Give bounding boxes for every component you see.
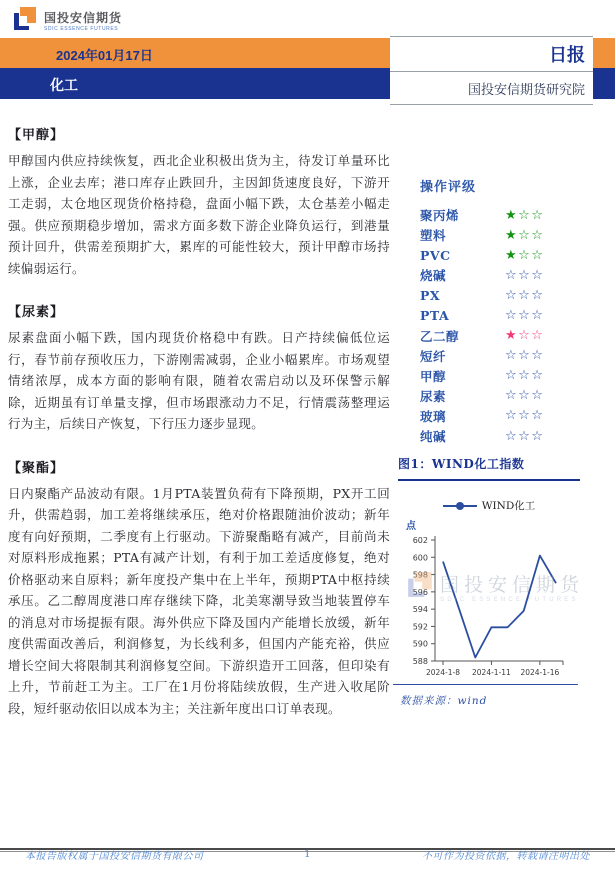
- svg-text:2024-1-16: 2024-1-16: [520, 668, 560, 677]
- rating-row: [420, 426, 600, 446]
- svg-text:2024-1-8: 2024-1-8: [425, 668, 461, 677]
- svg-text:592: 592: [412, 622, 428, 632]
- company-name-en: SDIC ESSENCE FUTURES: [44, 26, 119, 32]
- data-source-note: 数据来源：wind: [400, 695, 488, 707]
- section-title: 【甲醇】: [8, 128, 65, 143]
- svg-text:598: 598: [412, 570, 428, 580]
- rating-row: [420, 305, 600, 325]
- svg-text:600: 600: [412, 553, 428, 563]
- rating-product-label: PTA: [420, 308, 450, 324]
- report-type-box: [390, 36, 593, 105]
- svg-text:2024-1-11: 2024-1-11: [472, 668, 511, 677]
- rating-stars: ☆☆☆: [505, 368, 545, 384]
- rating-row: [420, 346, 600, 366]
- rating-row: [420, 265, 600, 285]
- legend-series-label: WIND化工: [481, 500, 536, 512]
- report-section-block: [8, 124, 390, 279]
- rating-stars: ☆☆☆: [505, 428, 545, 444]
- rating-panel: [420, 176, 600, 446]
- company-name-cn: 国投安信期货: [44, 11, 123, 25]
- company-logo: [12, 6, 122, 35]
- rating-stars: ☆☆☆: [505, 267, 545, 283]
- section-title: 【聚酯】: [8, 460, 65, 476]
- rating-stars: ☆☆☆: [505, 388, 545, 404]
- report-section-block: [8, 301, 390, 435]
- rating-stars: ☆☆☆: [505, 287, 545, 303]
- section-paragraph: 日内聚酯产品波动有限。1月PTA装置负荷有下降预期，PX开工回升，供需趋弱，加工差将继续承压，绝对价格跟随油价波动；新年度有向好预期，二季度有上行驱动。下游聚酯略有减产，目前尚未对原料形成拖累；PTA有减产计划，有利于加工差适度修复，绝对价格驱动来自原料；新年度投产集中在上半年，预期PTA中枢持续承压。乙二醇周度港口库存继续下降，北美寒潮导致当地装置停车的消息对市场提振有限。海外供应下降及国内产能增长放缓，新年度供需面改善后，利润修复，为长线利多，但国内产能充裕，供应增长空间大将限制其利润修复空间。下游织造开工回落，但印染有上升，节前赶工为主。工厂在1月份将陆续放假，生产进入收尾阶段，短纤驱动依旧以成本为主；关注新年度出口订单表现。: [8, 485, 390, 716]
- svg-text:590: 590: [412, 639, 428, 649]
- rating-product-label: 尿素: [420, 388, 447, 404]
- report-type: 日报: [549, 45, 585, 65]
- rating-row: [420, 326, 600, 346]
- rating-stars: ☆☆☆: [505, 348, 545, 364]
- company-logo-icon: [12, 6, 38, 35]
- rating-product-label: 乙二醇: [420, 328, 460, 344]
- rating-stars: ★☆☆: [505, 247, 545, 263]
- wind-index-chart: [398, 528, 612, 680]
- wind-chart-svg: [398, 528, 612, 680]
- rating-stars: ☆☆☆: [505, 408, 545, 424]
- svg-text:594: 594: [412, 605, 428, 615]
- rating-row: [420, 406, 600, 426]
- rating-stars: ★☆☆: [505, 227, 545, 243]
- rating-product-label: 塑料: [420, 228, 447, 244]
- y-axis-unit-label: 点: [406, 521, 416, 532]
- footer-disclaimer: 不可作为投资依据，转载请注明出处: [422, 850, 590, 862]
- chart-separator: [393, 684, 578, 685]
- rating-row: [420, 366, 600, 386]
- rating-product-label: PVC: [420, 247, 451, 263]
- legend-line-marker-icon: [443, 505, 477, 507]
- page-number: 1: [304, 848, 311, 860]
- rating-row: [420, 245, 600, 265]
- rating-product-label: 短纤: [420, 348, 447, 364]
- svg-text:588: 588: [412, 657, 428, 666]
- report-body: [8, 124, 390, 741]
- rating-product-label: 纯碱: [420, 429, 447, 445]
- section-title: 【尿素】: [8, 305, 65, 320]
- rating-row: [420, 225, 600, 245]
- research-institute: 国投安信期货研究院: [467, 81, 585, 97]
- rating-row: [420, 386, 600, 406]
- rating-stars: ☆☆☆: [505, 308, 545, 324]
- svg-text:596: 596: [412, 587, 428, 597]
- rating-stars: ★☆☆: [505, 207, 545, 223]
- report-section-block: [8, 457, 390, 720]
- rating-product-label: 烧碱: [420, 268, 447, 284]
- rating-row: [420, 205, 600, 225]
- rating-stars: ★☆☆: [505, 328, 545, 344]
- rating-product-label: PX: [420, 287, 441, 303]
- rating-product-label: 甲醇: [420, 368, 447, 384]
- watermark-text-en: SDIC ESSENCE FUTURES: [440, 597, 579, 603]
- report-date: 2024年01月17日: [56, 48, 153, 63]
- figure-title: 图1：WIND化工指数: [398, 455, 580, 481]
- rating-panel-title: 操作评级: [420, 180, 477, 195]
- report-section: 化工: [50, 77, 78, 93]
- svg-text:602: 602: [412, 536, 428, 545]
- rating-row: [420, 285, 600, 305]
- chart-legend: [398, 498, 580, 513]
- section-paragraph: 尿素盘面小幅下跌，国内现货价格稳中有跌。日产持续偏低位运行，春节前存预收压力，下游刚需减弱，企业小幅累库。市场观望情绪浓厚，成本方面的影响有限，随着农需启动以及环保警示解除，近期虽有订单量支撑，但市场跟涨动力不足，行情震荡整理运行为主，后续日产恢复，下行压力逐步显现。: [8, 330, 390, 431]
- section-paragraph: 甲醇国内供应持续恢复，西北企业积极出货为主，待发订单量环比上涨，企业去库；港口库存止跌回升，主因卸货速度良好，下游开工走弱，太仓地区现货价格持稳，盘面小幅下跌，太仓基差小幅走强。供应预期稳步增加，需求方面多数下游企业降负运行，到港量预计回升，供需差预期扩大，累库的可能性较大，预计甲醇市场持续偏弱运行。: [8, 153, 390, 276]
- rating-product-label: 玻璃: [420, 408, 447, 424]
- footer-copyright: 本报告版权属于国投安信期货有限公司: [25, 850, 204, 862]
- watermark-text-cn: 国投安信期货: [440, 575, 585, 596]
- rating-product-label: 聚丙烯: [420, 208, 460, 224]
